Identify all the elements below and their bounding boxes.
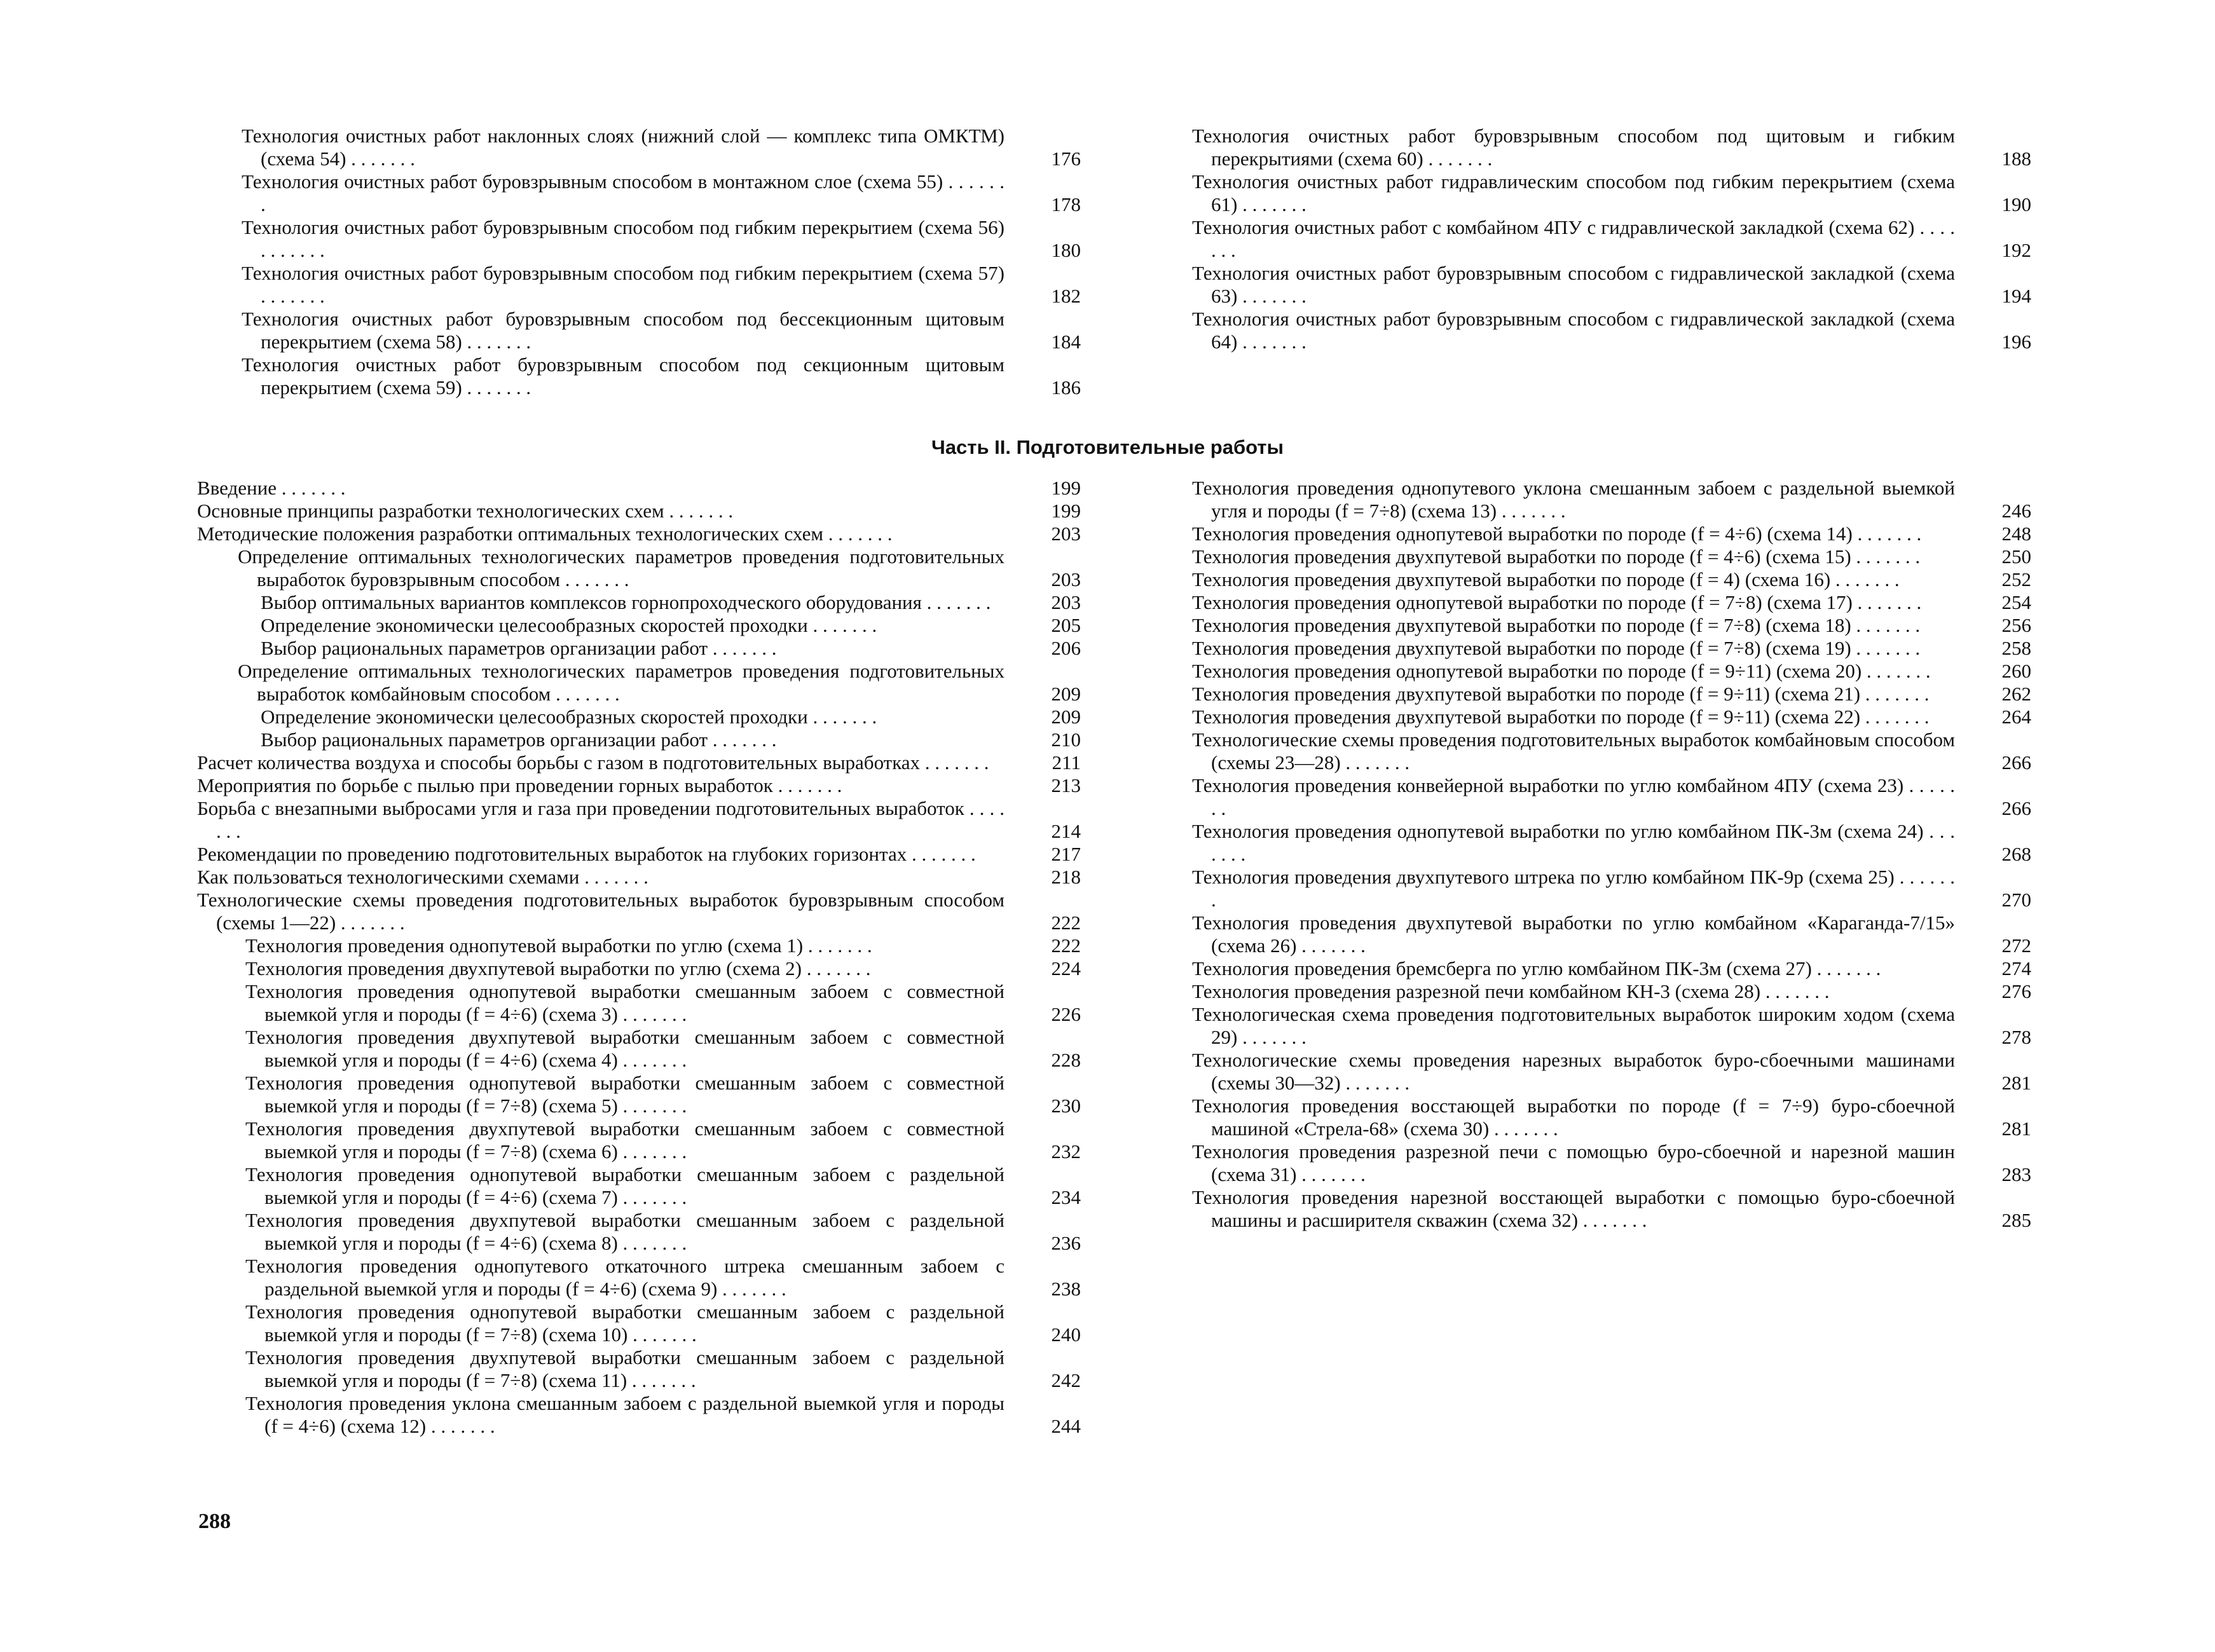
- toc-entry: [1192, 706, 2031, 728]
- toc-entry-title: Технология проведения двухпутевой выработки по углю комбайном «Караганда-7/15» (схема 26) . . . . . . .: [1192, 911, 1955, 957]
- toc-entry-page: 199: [1051, 500, 1081, 522]
- toc-entry-page: 252: [2001, 568, 2031, 590]
- toc-entry-page: 228: [1051, 1049, 1081, 1071]
- toc-entry-title: Методические положения разработки оптимальных технологических схем . . . . . . .: [197, 522, 893, 545]
- toc-entry-title: Борьба с внезапными выбросами угля и газа при проведении подготовительных выработок . . . . . . .: [197, 797, 1005, 842]
- toc-entry: [1192, 1049, 2031, 1095]
- toc-entry: [1192, 568, 2031, 591]
- toc-entry: [197, 614, 1081, 637]
- toc-entry: [1192, 170, 2031, 216]
- toc-entry-page: 272: [2001, 934, 2031, 957]
- toc-entry-page: 209: [1051, 683, 1081, 705]
- toc-entry: [1192, 477, 2031, 522]
- toc-entry-page: 238: [1051, 1278, 1081, 1300]
- toc-entry-page: 184: [1051, 331, 1081, 353]
- toc-entry-title: Определение оптимальных технологических параметров проведения подготовительных выработок буровзрывным способом . . . . . . .: [238, 545, 1005, 590]
- toc-entry-title: Технология проведения нарезной восстающей выработки с помощью буро-сбоечной машины и расширителя скважин (схема 32) . . . . . . .: [1192, 1186, 1955, 1231]
- toc-entry: [197, 934, 1081, 957]
- toc-entry: [1192, 522, 2031, 545]
- toc-entry-title: Технология проведения двухпутевой выработки смешанным забоем с раздельной выемкой угля и породы (f = 7÷8) (схема 11) . . . . . . .: [245, 1346, 1005, 1391]
- toc-entry: [197, 500, 1081, 522]
- toc-entry-title: Технология очистных работ буровзрывным способом с гидравлической закладкой (схема 63) . . . . . . .: [1192, 262, 1955, 307]
- toc-entry: [197, 1392, 1081, 1438]
- toc-entry: [197, 751, 1081, 774]
- toc-entry-title: Технология проведения однопутевой выработки по породе (f = 7÷8) (схема 17) . . . . . . .: [1192, 591, 1922, 613]
- toc-entry-page: 274: [2001, 957, 2031, 980]
- toc-entry: [1192, 216, 2031, 262]
- toc-entry-title: Технология очистных работ наклонных слоях (нижний слой — комплекс типа ОМКТМ) (схема 54) . . . . . . .: [242, 125, 1005, 170]
- toc-entry-page: 276: [2001, 980, 2031, 1002]
- toc-entry-page: 211: [1052, 751, 1081, 774]
- toc-entry: [197, 1209, 1081, 1255]
- toc-entry-title: Технология очистных работ гидравлическим способом под гибким перекрытием (схема 61) . . . . . . .: [1192, 170, 1955, 215]
- toc-entry-title: Технология проведения конвейерной выработки по углю комбайном 4ПУ (схема 23) . . . . . . .: [1192, 774, 1955, 819]
- toc-entry: [1192, 1003, 2031, 1049]
- toc-entry-page: 182: [1051, 285, 1081, 307]
- toc-entry: [197, 706, 1081, 728]
- toc-entry-title: Технология проведения двухпутевой выработки по породе (f = 9÷11) (схема 22) . . . . . . .: [1192, 706, 1930, 728]
- toc-entry: [197, 660, 1081, 706]
- toc-entry: [1192, 980, 2031, 1003]
- toc-entry-page: 232: [1051, 1140, 1081, 1163]
- toc-entry-page: 199: [1051, 477, 1081, 499]
- toc-entry-page: 203: [1051, 591, 1081, 613]
- toc-entry-title: Технология проведения однопутевой выработки по углю (схема 1) . . . . . . .: [245, 934, 872, 957]
- toc-entry-title: Технология очистных работ буровзрывным способом под щитовым и гибким перекрытиями (схема 60) . . . . . . .: [1192, 125, 1955, 170]
- toc-entry-title: Технология проведения двухпутевой выработки смешанным забоем с раздельной выемкой угля и породы (f = 4÷6) (схема 8) . . . . . . .: [245, 1209, 1005, 1254]
- toc-entry: [1192, 957, 2031, 980]
- toc-entry-page: 186: [1051, 376, 1081, 399]
- toc-entry-page: 234: [1051, 1186, 1081, 1208]
- toc-entry-page: 246: [2001, 500, 2031, 522]
- toc-entry: [197, 889, 1081, 934]
- toc-entry-page: 281: [2001, 1117, 2031, 1140]
- toc-entry: [197, 591, 1081, 614]
- toc-entry-title: Технология проведения двухпутевой выработки смешанным забоем с совместной выемкой угля и породы (f = 7÷8) (схема 6) . . . . . . .: [245, 1117, 1005, 1163]
- page-number: 288: [198, 1510, 231, 1533]
- toc-entry: [197, 1117, 1081, 1163]
- toc-entry-title: Технология проведения двухпутевой выработки по породе (f = 9÷11) (схема 21) . . . . . . .: [1192, 683, 1930, 705]
- toc-entry-title: Технология проведения однопутевого откаточного штрека смешанным забоем с раздельной выемкой угля и породы (f = 4÷6) (схема 9) . . . . . . .: [245, 1255, 1005, 1300]
- toc-entry: [197, 980, 1081, 1026]
- toc-entry-page: 210: [1051, 728, 1081, 751]
- toc-entry-page: 178: [1051, 193, 1081, 215]
- toc-entry-page: 226: [1051, 1003, 1081, 1025]
- toc-entry-page: 256: [2001, 614, 2031, 636]
- toc-entry-page: 285: [2001, 1209, 2031, 1231]
- toc-entry-page: 283: [2001, 1163, 2031, 1185]
- toc-entry-page: 224: [1051, 957, 1081, 980]
- toc-entry: [197, 1346, 1081, 1392]
- toc-entry: [242, 170, 1081, 216]
- toc-entry: [197, 637, 1081, 660]
- toc-entry: [1192, 637, 2031, 660]
- toc-entry: [197, 522, 1081, 545]
- toc-entry-title: Технология проведения однопутевой выработки по породе (f = 9÷11) (схема 20) . . . . . . .: [1192, 660, 1931, 682]
- toc-entry-title: Расчет количества воздуха и способы борьбы с газом в подготовительных выработках . . . . . . .: [197, 751, 989, 774]
- toc-entry-page: 213: [1051, 774, 1081, 796]
- toc-entry: [197, 774, 1081, 797]
- toc-entry-title: Технология проведения однопутевой выработки по породе (f = 4÷6) (схема 14) . . . . . . .: [1192, 522, 1922, 545]
- toc-entry-title: Выбор оптимальных вариантов комплексов горнопроходческого оборудования . . . . . . .: [261, 591, 991, 613]
- toc-right: [1192, 477, 2031, 1232]
- toc-entry: [197, 843, 1081, 866]
- toc-entry-title: Технология проведения восстающей выработки по породе (f = 7÷9) буро-сбоечной машиной «Стрела-68» (схема 30) . . . . . . .: [1192, 1095, 1955, 1140]
- toc-entry: [197, 477, 1081, 500]
- toc-entry-page: 270: [2001, 889, 2031, 911]
- toc-entry-page: 248: [2001, 522, 2031, 545]
- toc-entry-title: Технология очистных работ буровзрывным способом в монтажном слое (схема 55) . . . . . . .: [242, 170, 1005, 215]
- toc-entry: [1192, 866, 2031, 911]
- toc-entry-title: Технология проведения однопутевой выработки смешанным забоем с совместной выемкой угля и породы (f = 4÷6) (схема 3) . . . . . . .: [245, 980, 1005, 1025]
- toc-entry: [1192, 591, 2031, 614]
- toc-entry-page: 264: [2001, 706, 2031, 728]
- toc-entry: [1192, 1186, 2031, 1232]
- toc-entry-title: Технология проведения двухпутевой выработки по углю (схема 2) . . . . . . .: [245, 957, 871, 980]
- toc-entry-title: Технология проведения двухпутевой выработки по породе (f = 7÷8) (схема 19) . . . . . . .: [1192, 637, 1921, 659]
- toc-entry: [197, 1163, 1081, 1209]
- toc-entry-page: 250: [2001, 545, 2031, 568]
- toc-entry: [1192, 660, 2031, 683]
- toc-entry-page: 192: [2001, 239, 2031, 261]
- toc-entry: [197, 957, 1081, 980]
- toc-entry: [242, 262, 1081, 308]
- toc-entry: [1192, 125, 2031, 170]
- toc-entry: [1192, 614, 2031, 637]
- toc-entry-title: Как пользоваться технологическими схемами . . . . . . .: [197, 866, 648, 888]
- toc-entry-page: 190: [2001, 193, 2031, 215]
- toc-entry-title: Введение . . . . . . .: [197, 477, 346, 499]
- toc-entry-title: Технологические схемы проведения подготовительных выработок комбайновым способом (схемы 23—28) . . . . . . .: [1192, 728, 1955, 774]
- toc-entry-page: 222: [1051, 934, 1081, 957]
- toc-entry-page: 262: [2001, 683, 2031, 705]
- toc-entry-page: 180: [1051, 239, 1081, 261]
- toc-entry: [242, 125, 1081, 170]
- toc-entry-page: 240: [1051, 1323, 1081, 1346]
- toc-entry-title: Выбор рациональных параметров организации работ . . . . . . .: [261, 637, 777, 659]
- toc-entry: [1192, 545, 2031, 568]
- toc-entry-page: 258: [2001, 637, 2031, 659]
- toc-entry-title: Технология проведения двухпутевой выработки по породе (f = 7÷8) (схема 18) . . . . . . .: [1192, 614, 1921, 636]
- toc-entry: [197, 545, 1081, 591]
- toc-entry-title: Рекомендации по проведению подготовительных выработок на глубоких горизонтах . . . . . . .: [197, 843, 976, 865]
- toc-entry-title: Технология очистных работ с комбайном 4ПУ с гидравлической закладкой (схема 62) . . . . . . .: [1192, 216, 1955, 261]
- toc-entry-title: Технология проведения двухпутевой выработки смешанным забоем с совместной выемкой угля и породы (f = 4÷6) (схема 4) . . . . . . .: [245, 1026, 1005, 1071]
- toc-entry-page: 222: [1051, 911, 1081, 934]
- toc-entry-title: Технологические схемы проведения нарезных выработок буро-сбоечными машинами (схемы 30—32) . . . . . . .: [1192, 1049, 1955, 1094]
- toc-left: [197, 477, 1081, 1438]
- toc-entry: [197, 866, 1081, 889]
- toc-entry: [197, 1255, 1081, 1300]
- toc-entry-title: Технологическая схема проведения подготовительных выработок широким ходом (схема 29) . . . . . . .: [1192, 1003, 1955, 1048]
- toc-entry-title: Технология проведения бремсберга по углю комбайном ПК-3м (схема 27) . . . . . . .: [1192, 957, 1881, 980]
- toc-entry-title: Технология очистных работ буровзрывным способом под гибким перекрытием (схема 57) . . . . . . .: [242, 262, 1005, 307]
- toc-entry-page: 268: [2001, 843, 2031, 865]
- toc-top-left: [242, 125, 1081, 399]
- toc-entry-page: 218: [1051, 866, 1081, 888]
- toc-top-right: [1192, 125, 2031, 353]
- toc-entry: [1192, 1140, 2031, 1186]
- toc-entry-page: 209: [1051, 706, 1081, 728]
- toc-entry-title: Технология проведения уклона смешанным забоем с раздельной выемкой угля и породы (f = 4÷6) (схема 12) . . . . . . .: [245, 1392, 1005, 1437]
- toc-entry-page: 214: [1051, 820, 1081, 842]
- toc-entry-title: Технология проведения однопутевого уклона смешанным забоем с раздельной выемкой угля и породы (f = 7÷8) (схема 13) . . . . . . .: [1192, 477, 1955, 522]
- toc-entry-title: Определение оптимальных технологических параметров проведения подготовительных выработок комбайновым способом . . . . . . .: [238, 660, 1005, 705]
- toc-entry-title: Выбор рациональных параметров организации работ . . . . . . .: [261, 728, 777, 751]
- toc-entry-page: 236: [1051, 1232, 1081, 1254]
- toc-entry-title: Технология очистных работ буровзрывным способом под бессекционным щитовым перекрытием (схема 58) . . . . . . .: [242, 308, 1005, 353]
- toc-entry: [197, 1026, 1081, 1072]
- toc-entry-page: 278: [2001, 1026, 2031, 1048]
- toc-entry-title: Технология проведения однопутевой выработки смешанным забоем с раздельной выемкой угля и породы (f = 4÷6) (схема 7) . . . . . . .: [245, 1163, 1005, 1208]
- toc-entry-title: Технология проведения однопутевой выработки смешанным забоем с раздельной выемкой угля и породы (f = 7÷8) (схема 10) . . . . . . .: [245, 1300, 1005, 1346]
- toc-entry: [197, 1072, 1081, 1117]
- toc-entry-page: 203: [1051, 522, 1081, 545]
- toc-entry-title: Технология проведения разрезной печи с помощью буро-сбоечной и нарезной машин (схема 31) . . . . . . .: [1192, 1140, 1955, 1185]
- toc-entry-page: 196: [2001, 331, 2031, 353]
- toc-entry: [1192, 308, 2031, 353]
- toc-entry-title: Технология очистных работ буровзрывным способом под гибким перекрытием (схема 56) . . . . . . .: [242, 216, 1005, 261]
- toc-entry-page: 206: [1051, 637, 1081, 659]
- toc-entry-title: Технология проведения двухпутевой выработки по породе (f = 4÷6) (схема 15) . . . . . . .: [1192, 545, 1921, 568]
- toc-entry-page: 254: [2001, 591, 2031, 613]
- toc-entry: [1192, 774, 2031, 820]
- toc-entry-page: 205: [1051, 614, 1081, 636]
- toc-entry-title: Технология проведения двухпутевого штрека по углю комбайном ПК-9р (схема 25) . . . . . . .: [1192, 866, 1955, 911]
- toc-entry-title: Определение экономически целесообразных скоростей проходки . . . . . . .: [261, 614, 877, 636]
- toc-entry: [1192, 1095, 2031, 1140]
- toc-entry-page: 266: [2001, 797, 2031, 819]
- toc-entry: [1192, 262, 2031, 308]
- toc-entry: [1192, 728, 2031, 774]
- toc-entry-title: Технологические схемы проведения подготовительных выработок буровзрывным способом (схемы 1—22) . . . . . . .: [197, 889, 1005, 934]
- toc-entry-page: 194: [2001, 285, 2031, 307]
- toc-entry: [1192, 683, 2031, 706]
- toc-entry-page: 188: [2001, 147, 2031, 170]
- toc-entry-title: Технология очистных работ буровзрывным способом с гидравлической закладкой (схема 64) . . . . . . .: [1192, 308, 1955, 353]
- toc-entry-title: Технология очистных работ буровзрывным способом под секционным щитовым перекрытием (схема 59) . . . . . . .: [242, 353, 1005, 399]
- toc-entry: [1192, 911, 2031, 957]
- toc-entry-title: Определение экономически целесообразных скоростей проходки . . . . . . .: [261, 706, 877, 728]
- toc-entry-title: Мероприятия по борьбе с пылью при проведении горных выработок . . . . . . .: [197, 774, 842, 796]
- toc-entry: [242, 308, 1081, 353]
- toc-entry-page: 230: [1051, 1095, 1081, 1117]
- toc-entry-title: Технология проведения двухпутевой выработки по породе (f = 4) (схема 16) . . . . . . .: [1192, 568, 1900, 590]
- toc-entry-page: 260: [2001, 660, 2031, 682]
- toc-entry: [197, 728, 1081, 751]
- toc-entry-page: 217: [1051, 843, 1081, 865]
- toc-entry-page: 242: [1051, 1369, 1081, 1391]
- toc-entry-title: Основные принципы разработки технологических схем . . . . . . .: [197, 500, 734, 522]
- toc-entry: [1192, 820, 2031, 866]
- toc-entry: [242, 353, 1081, 399]
- toc-entry-page: 244: [1051, 1415, 1081, 1437]
- toc-entry-title: Технология проведения однопутевой выработки смешанным забоем с совместной выемкой угля и породы (f = 7÷8) (схема 5) . . . . . . .: [245, 1072, 1005, 1117]
- section-heading: Часть II. Подготовительные работы: [931, 436, 1284, 458]
- toc-entry-page: 266: [2001, 751, 2031, 774]
- toc-entry: [242, 216, 1081, 262]
- toc-entry-title: Технология проведения однопутевой выработки по углю комбайном ПК-3м (схема 24) . . . . . . .: [1192, 820, 1955, 865]
- toc-entry: [197, 1300, 1081, 1346]
- toc-entry-page: 281: [2001, 1072, 2031, 1094]
- toc-entry-page: 176: [1051, 147, 1081, 170]
- toc-entry-title: Технология проведения разрезной печи комбайном КН-3 (схема 28) . . . . . . .: [1192, 980, 1830, 1002]
- toc-entry-page: 203: [1051, 568, 1081, 590]
- toc-entry: [197, 797, 1081, 843]
